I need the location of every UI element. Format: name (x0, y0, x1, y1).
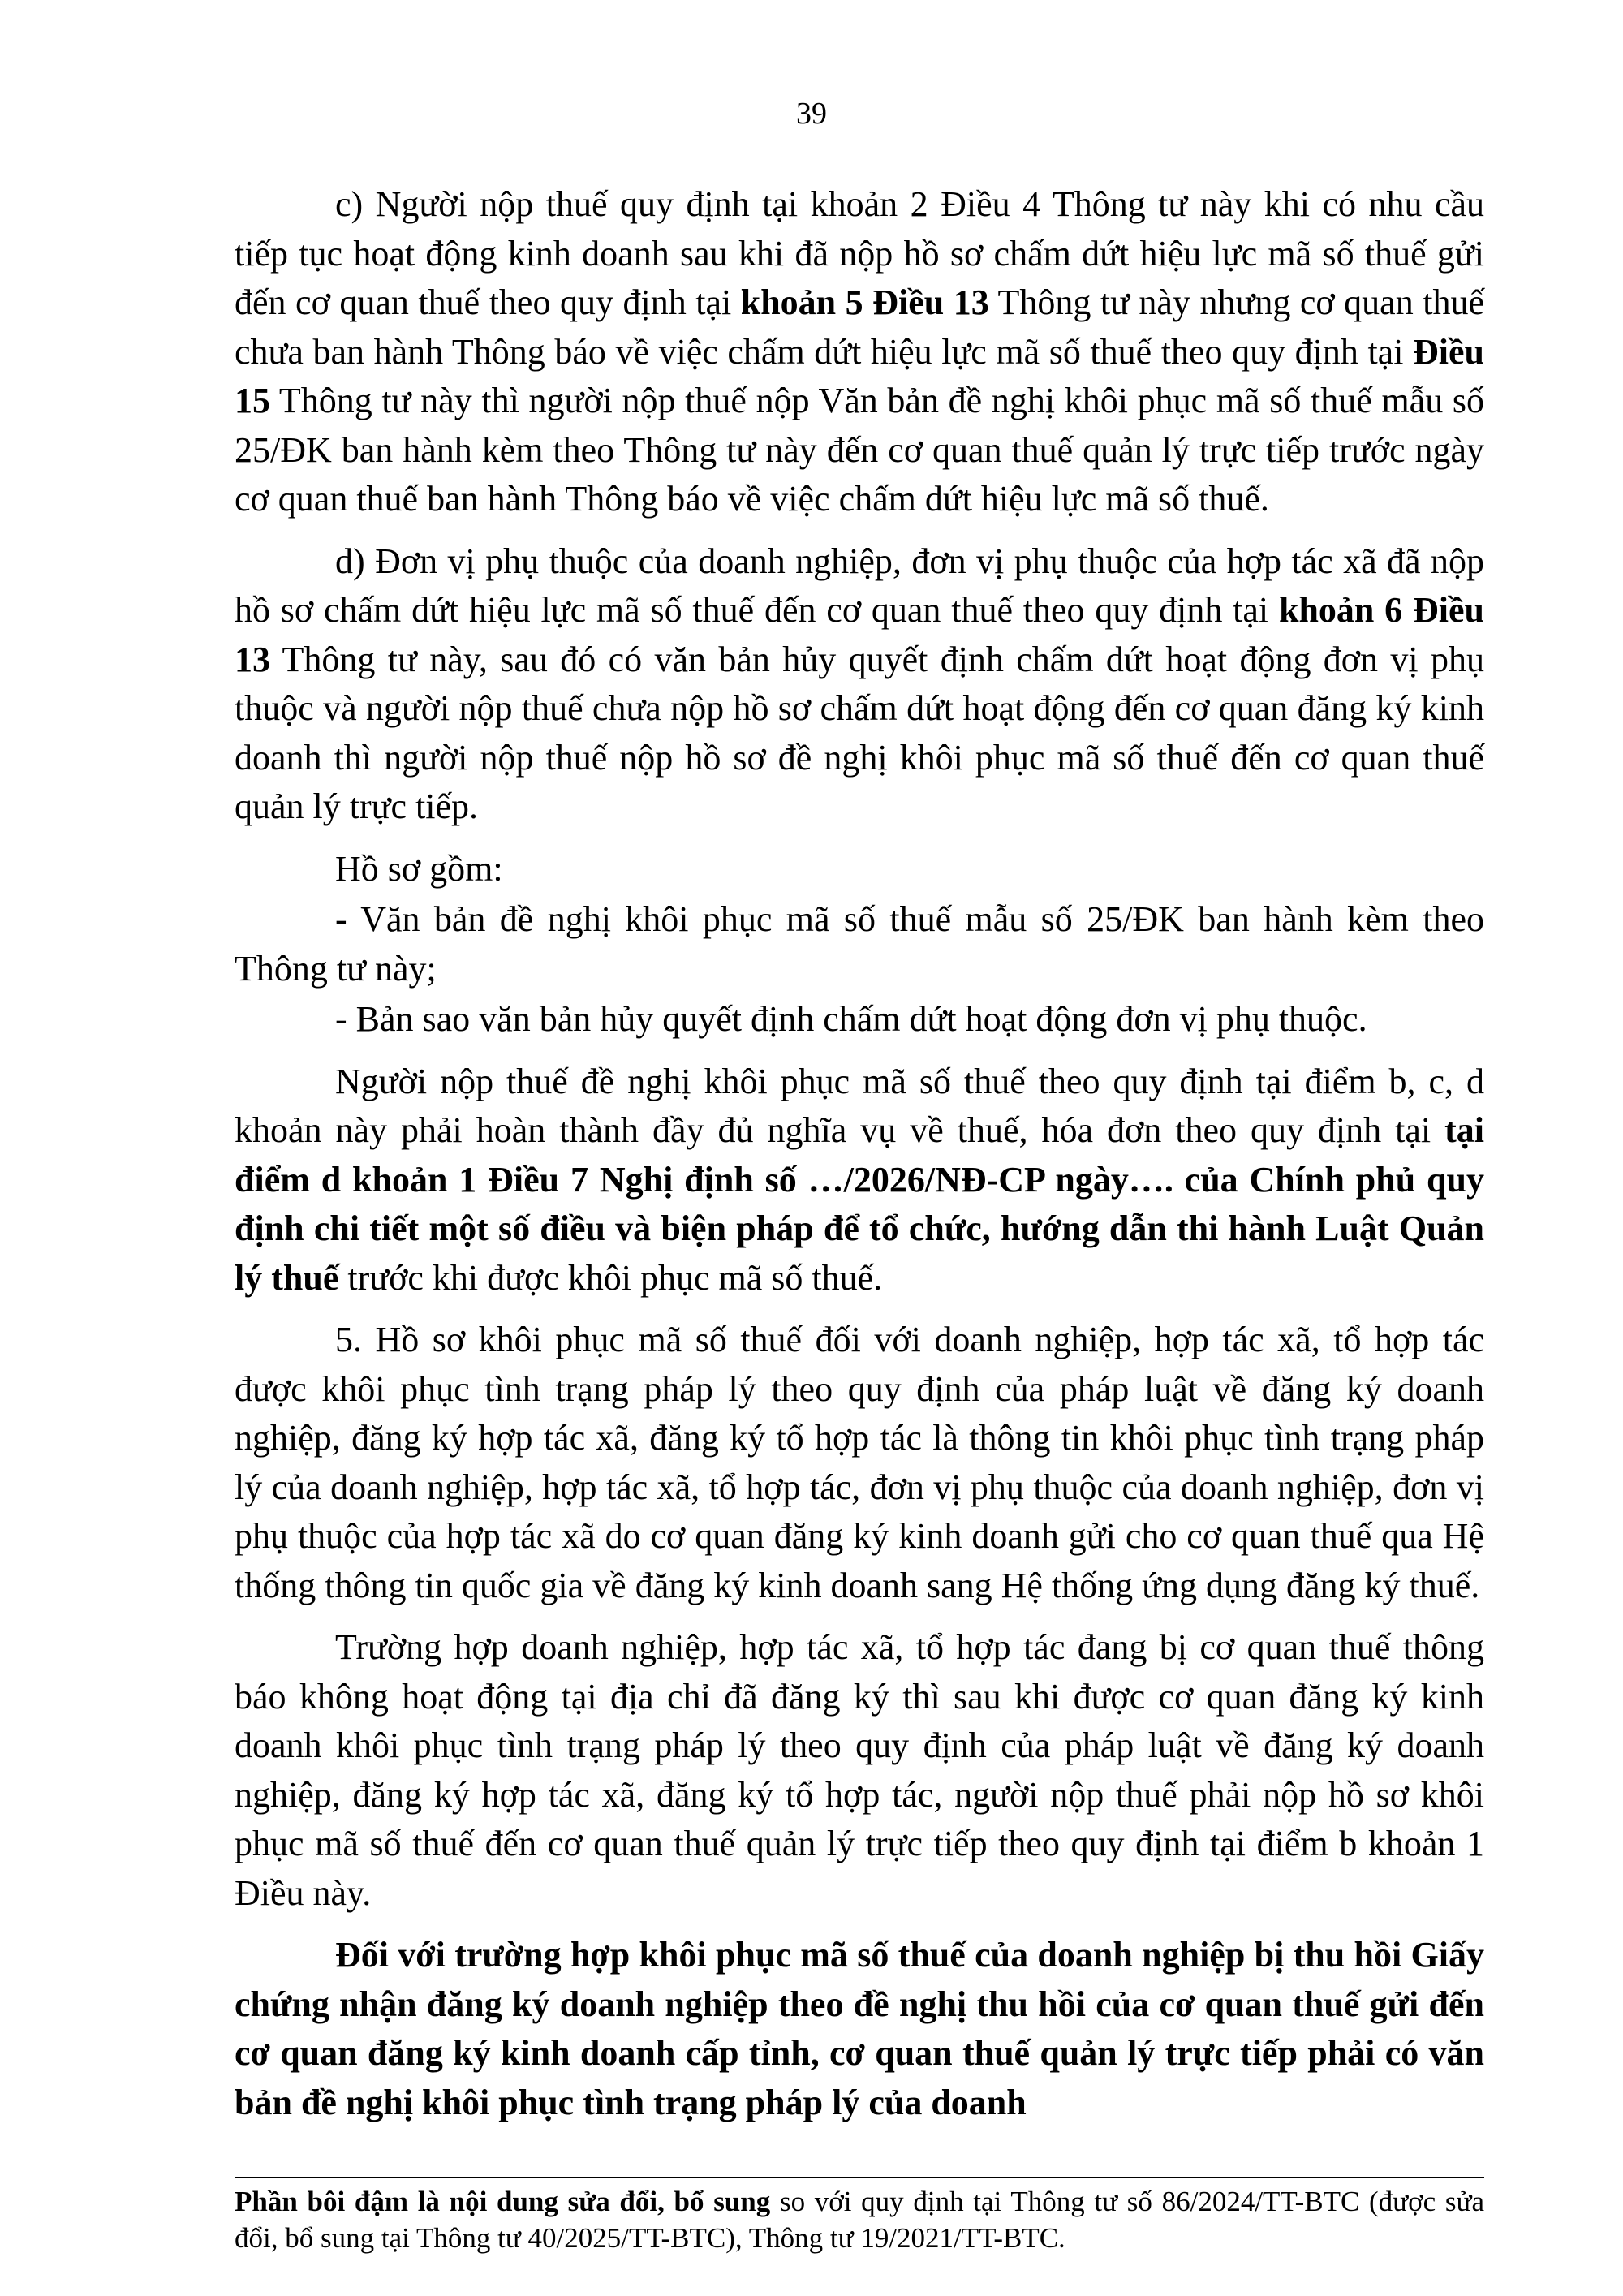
text: Thông tư này thì người nộp thuế nộp Văn bản đề nghị khôi phục mã số thuế mẫu số 25/ĐK ban hành kèm theo Thông tư này đến cơ quan thuế quản lý trực tiếp trước ngày cơ quan thuế ban hành Thông báo về việc chấm dứt hiệu lực mã số thuế. (235, 381, 1484, 519)
bold-amendment: Đối với trường hợp khôi phục mã số thuế của doanh nghiệp bị thu hồi Giấy chứng nhận đăng ký doanh nghiệp theo đề nghị thu hồi của cơ quan thuế gửi đến cơ quan đăng ký kinh doanh cấp tỉnh, cơ quan thuế quản lý trực tiếp phải có văn bản đề nghị khôi phục tình trạng pháp lý của doanh (235, 1935, 1484, 2122)
text: c) Người nộp thuế quy định tại khoản 2 Điều 4 Thông tư này khi có nhu cầu tiếp tục hoạt động kinh doanh sau khi đã nộp hồ sơ chấm dứt hiệu lực mã số thuế gửi đến cơ quan thuế theo quy định tại (235, 184, 1484, 322)
text: Thông tư này nhưng cơ quan thuế chưa ban hành Thông báo về việc chấm dứt hiệu lực mã số thuế theo quy định tại (235, 282, 1484, 372)
paragraph-point-d (235, 537, 1484, 832)
list-item-2: - Bản sao văn bản hủy quyết định chấm dứt hoạt động đơn vị phụ thuộc. (335, 999, 1367, 1039)
document-body (235, 180, 1484, 2140)
paragraph-clause-5: 5. Hồ sơ khôi phục mã số thuế đối với doanh nghiệp, hợp tác xã, tổ hợp tác được khôi phục tình trạng pháp lý theo quy định của pháp luật về đăng ký doanh nghiệp, đăng ký hợp tác xã, đăng ký tổ hợp tác là thông tin khôi phục tình trạng pháp lý của doanh nghiệp, hợp tác xã, tổ hợp tác, đơn vị phụ thuộc của doanh nghiệp, đơn vị phụ thuộc của hợp tác xã do cơ quan đăng ký kinh doanh gửi cho cơ quan thuế qua Hệ thống thông tin quốc gia về đăng ký kinh doanh sang Hệ thống ứng dụng đăng ký thuế. (235, 1320, 1484, 1605)
footnote-divider (235, 2177, 1484, 2178)
page-number: 39 (796, 97, 827, 131)
list-item-1: - Văn bản đề nghị khôi phục mã số thuế mẫu số 25/ĐK ban hành kèm theo Thông tư này; (235, 899, 1484, 989)
text: trước khi được khôi phục mã số thuế. (338, 1257, 883, 1298)
paragraph-bold-amendment (235, 1931, 1484, 2127)
paragraph-ho-so-gom: Hồ sơ gồm: (335, 848, 503, 889)
bold-amendment: tại điểm d khoản 1 Điều 7 Nghị định số …/2026/NĐ-CP ngày…. của Chính phủ quy định chi tiết một số điều và biện pháp để tổ chức, hướng dẫn thi hành Luật Quản lý thuế (235, 1110, 1484, 1298)
bold-reference: khoản 5 Điều 13 (740, 282, 989, 322)
paragraph-case: Trường hợp doanh nghiệp, hợp tác xã, tổ hợp tác đang bị cơ quan thuế thông báo không hoạt động tại địa chỉ đã đăng ký thì sau khi được cơ quan đăng ký kinh doanh khôi phục tình trạng pháp lý theo quy định của pháp luật về đăng ký doanh nghiệp, đăng ký hợp tác xã, đăng ký tổ hợp tác, người nộp thuế phải nộp hồ sơ khôi phục mã số thuế đến cơ quan thuế quản lý trực tiếp theo quy định tại điểm b khoản 1 Điều này. (235, 1627, 1484, 1913)
text: d) Đơn vị phụ thuộc của doanh nghiệp, đơn vị phụ thuộc của hợp tác xã đã nộp hồ sơ chấm dứt hiệu lực mã số thuế đến cơ quan thuế theo quy định tại (235, 541, 1484, 630)
paragraph-obligation (235, 1058, 1484, 1303)
footnote-text: so với quy định tại Thông tư số 86/2024/TT-BTC (được sửa đổi, bổ sung tại Thông tư 40/2025/TT-BTC), Thông tư 19/2021/TT-BTC. (235, 2186, 1484, 2254)
footnote-bold: Phần bôi đậm là nội dung sửa đổi, bổ sung (235, 2186, 771, 2217)
bold-reference: Điều 15 (235, 331, 1484, 420)
text: Thông tư này, sau đó có văn bản hủy quyết định chấm dứt hoạt động đơn vị phụ thuộc và người nộp thuế chưa nộp hồ sơ chấm dứt hoạt động đến cơ quan đăng ký kinh doanh thì người nộp thuế nộp hồ sơ đề nghị khôi phục mã số thuế đến cơ quan thuế quản lý trực tiếp. (235, 639, 1484, 826)
paragraph-point-c (235, 180, 1484, 524)
bold-reference: khoản 6 Điều 13 (235, 590, 1484, 679)
text: Người nộp thuế đề nghị khôi phục mã số thuế theo quy định tại điểm b, c, d khoản này phải hoàn thành đầy đủ nghĩa vụ về thuế, hóa đơn theo quy định tại (235, 1061, 1484, 1150)
footnote (235, 2183, 1484, 2256)
